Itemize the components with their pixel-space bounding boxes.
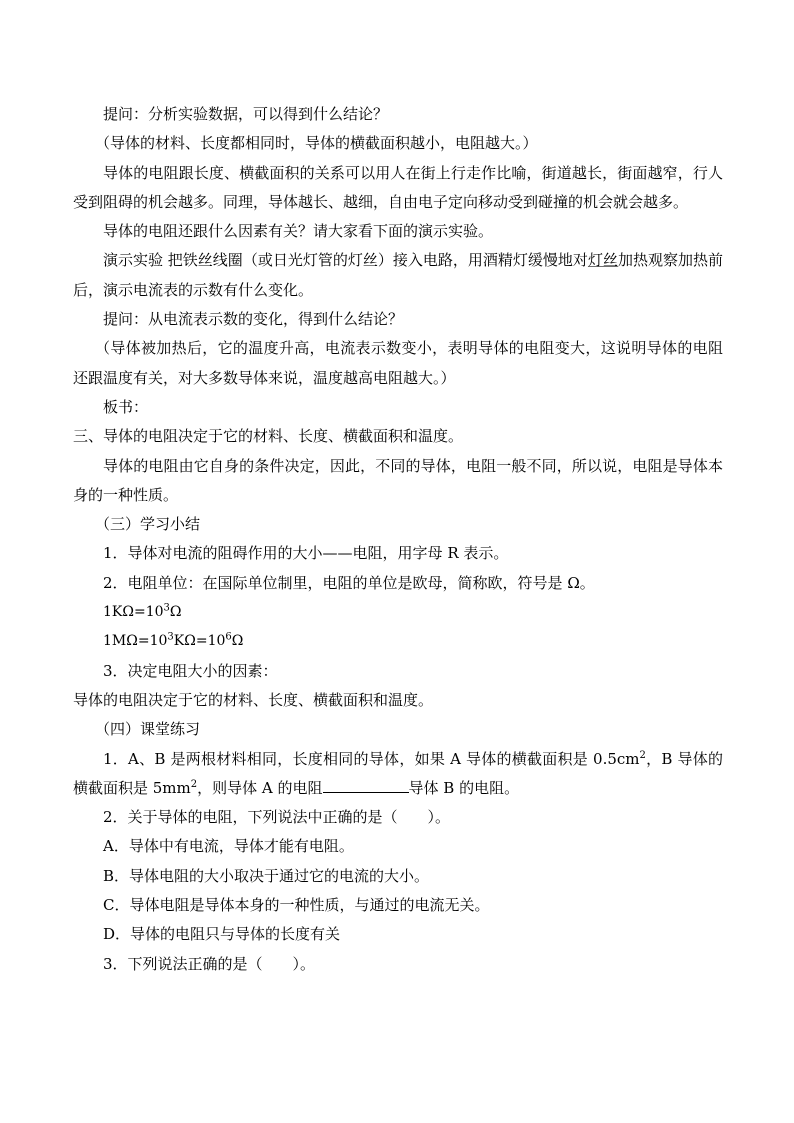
analogy-text: 导体的电阻跟长度、横截面积的关系可以用人在街上行走作比喻，街道越长，街面越窄，行人受到阻碍的机会越多。同理，导体越长、越细，自由电子定向移动受到碰撞的机会就会越多。 [73, 163, 723, 211]
summary-item-3 [73, 657, 723, 686]
summary-item-2-text: 2．电阻单位：在国际单位制里，电阻的单位是欧母，简称欧，符号是 Ω。 [103, 573, 595, 592]
exercise-q1-part-b: ，B 导体的横截面积是 5mm [73, 749, 723, 797]
formula-mega-ohm-exponent-2: 6 [225, 631, 232, 643]
exercise-q1-exponent-2: 2 [190, 778, 198, 790]
exercise-question-2 [73, 803, 723, 832]
transition-paragraph [73, 217, 723, 246]
answer-paragraph-2 [73, 334, 723, 393]
summary-item-3-text: 3．决定电阻大小的因素： [103, 661, 278, 680]
formula-kilo-ohm-unit: Ω [169, 604, 182, 621]
formula-mega-ohm-unit: Ω [231, 633, 244, 650]
option-d [73, 920, 723, 949]
question-paragraph [73, 100, 723, 129]
exercise-q1-part-a: 1．A、B 是两根材料相同，长度相同的导体，如果 A 导体的横截面积是 0.5cm [103, 749, 640, 768]
exercise-q3-text: 3．下列说法正确的是（ ）。 [103, 954, 316, 973]
option-c [73, 891, 723, 920]
exercise-q1-exponent-1: 2 [639, 749, 646, 761]
analogy-paragraph [73, 159, 723, 218]
board-label-paragraph [73, 393, 723, 422]
formula-kilo-ohm-base: 1KΩ=10 [103, 604, 164, 621]
exercise-question-3 [73, 950, 723, 979]
answer-blank[interactable] [323, 776, 409, 793]
option-b [73, 862, 723, 891]
question-text-2: 提问：从电流表示数的变化，得到什么结论？ [103, 310, 404, 329]
section-heading-3 [73, 422, 723, 451]
exercise-question-1 [73, 745, 723, 804]
option-a-text: A．导体中有电流，导体才能有电阻。 [103, 837, 354, 856]
formula-kilo-ohm-exponent: 3 [163, 602, 170, 614]
option-b-text: B．导体电阻的大小取决于通过它的电流的大小。 [103, 866, 430, 885]
document-body [73, 100, 723, 979]
option-a [73, 832, 723, 861]
demo-underlined-word: 灯丝 [587, 251, 618, 270]
exercise-heading-text: （四）课堂练习 [95, 720, 201, 739]
question-paragraph-2 [73, 305, 723, 334]
factors-paragraph [73, 686, 723, 715]
answer-text-2: （导体被加热后，它的温度升高，电流表示数变小，表明导体的电阻变大，这说明导体的电阻还跟温度有关，对大多数导体来说，温度越高电阻越大。） [73, 339, 723, 387]
demo-text-end: 加热观察加热前后，演示电流表的示数有什么变化。 [73, 251, 723, 299]
section-heading-text: 三、导体的电阻决定于它的材料、长度、横截面积和温度。 [73, 427, 464, 446]
transition-text: 导体的电阻还跟什么因素有关？请大家看下面的演示实验。 [103, 222, 494, 241]
exercise-q1-part-d: 导体 B 的电阻。 [408, 778, 520, 797]
summary-item-2 [73, 569, 723, 598]
question-text: 提问：分析实验数据，可以得到什么结论？ [103, 105, 389, 123]
board-label: 板书： [103, 397, 149, 416]
property-text: 导体的电阻由它自身的条件决定，因此，不同的导体，电阻一般不同，所以说，电阻是导体本身的一种性质。 [73, 456, 723, 504]
formula-mega-ohm [73, 627, 723, 656]
exercise-q1-part-c: ，则导体 A 的电阻 [197, 778, 323, 797]
summary-heading-text: （三）学习小结 [95, 515, 201, 534]
summary-item-1-text: 1．导体对电流的阻碍作用的大小——电阻，用字母 R 表示。 [103, 544, 509, 563]
factors-text: 导体的电阻决定于它的材料、长度、横截面积和温度。 [73, 690, 434, 709]
formula-mega-ohm-base: 1MΩ=10 [103, 633, 168, 650]
formula-mega-ohm-middle: KΩ=10 [173, 633, 226, 650]
exercise-heading [73, 715, 723, 744]
property-paragraph [73, 452, 723, 511]
formula-mega-ohm-exponent-1: 3 [167, 631, 174, 643]
option-d-text: D．导体的电阻只与导体的长度有关 [103, 925, 341, 944]
answer-text: （导体的材料、长度都相同时，导体的横截面积越小，电阻越大。） [95, 134, 538, 153]
formula-kilo-ohm [73, 598, 723, 627]
summary-item-1 [73, 539, 723, 568]
demo-text-start: 演示实验 把铁丝线圈（或日光灯管的灯丝）接入电路，用酒精灯缓慢地对 [103, 251, 588, 270]
exercise-q2-text: 2．关于导体的电阻，下列说法中正确的是（ ）。 [103, 808, 451, 827]
demo-paragraph [73, 246, 723, 305]
summary-heading [73, 510, 723, 539]
answer-paragraph [73, 129, 723, 158]
option-c-text: C．导体电阻是导体本身的一种性质，与通过的电流无关。 [103, 896, 490, 915]
